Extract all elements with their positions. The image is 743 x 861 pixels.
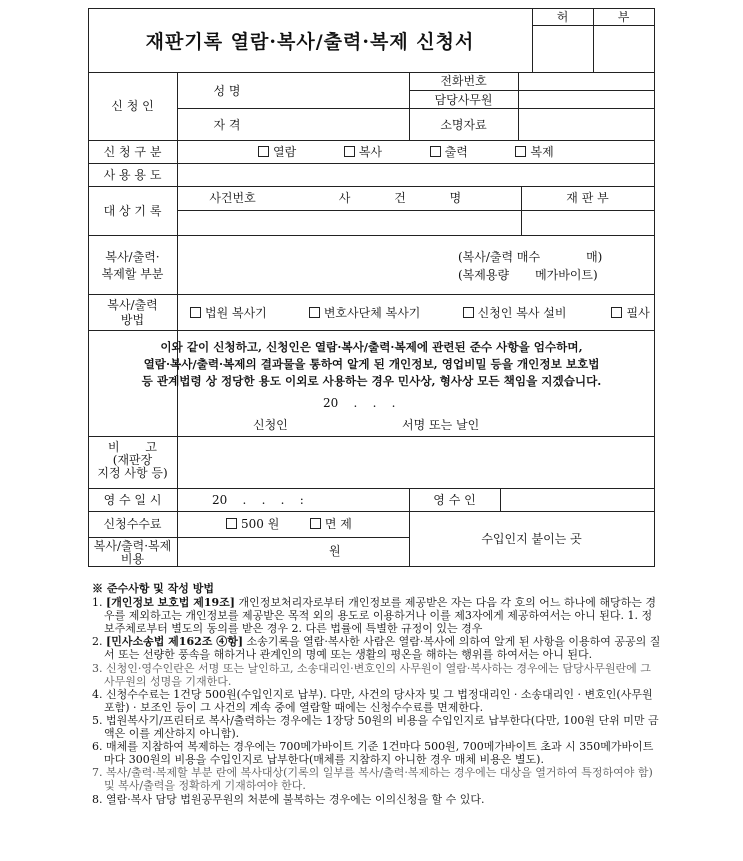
instruction-item: 7. 복사/출력·복제할 부분 란에 복사대상(기록의 일부를 복사/출력·복제하는 경우에는 대상을 열거하여 특정하여야 함) 및 복사/출력을 정확하게 기재하여야 한다.	[92, 766, 653, 793]
pledge-line-1: 이와 같이 신청하고, 신청인은 열람·복사/출력·복제에 관련된 준수 사항을 엄수하며,	[160, 340, 583, 354]
pledge-line-3: 등 관계법령 상 정당한 용도 이외로 사용하는 경우 민사상, 형사상 모든 책임을 지겠습니다.	[141, 374, 602, 388]
checkbox-bar-copier[interactable]: 변호사단체 복사기	[309, 306, 459, 320]
instruction-item: 2. [민사소송법 제162조 ④항] 소송기록을 열람·복사한 사람은 열람·복사에 의하여 알게 된 사항을 이용하여 공공의 질서 또는 선량한 풍속을 해하거나 관계인의 명예 또는 생활의 평온을 해하는 행위를 하여서는 아니 된다.	[92, 635, 661, 662]
signature-field[interactable]	[300, 414, 396, 434]
copy-method-label-2: 방법	[120, 313, 145, 327]
instruction-item: 5. 법원복사기/프린터로 복사/출력하는 경우에는 1장당 50원의 비용을 수입인지로 납부한다(다만, 100원 단위 미만 금액은 이를 계산하지 아니함).	[92, 713, 659, 741]
request-type-label: 신 청 구 분	[103, 145, 162, 159]
approval-no-label: 부	[617, 10, 630, 24]
cost-field[interactable]	[178, 538, 328, 566]
purpose-field[interactable]	[178, 164, 653, 185]
copy-part-label-1: 복사/출력·	[105, 250, 160, 264]
approval-no-field[interactable]	[594, 26, 653, 71]
tribunal-field[interactable]	[522, 211, 653, 234]
pledge-line-2: 열람·복사/출력·복제의 결과물을 통하여 알게 된 개인정보, 영업비밀 등을 개인정보 보호법	[143, 357, 600, 371]
fee-label: 신청수수료	[103, 517, 162, 531]
proof-label: 소명자료	[440, 118, 487, 132]
name-label: 성 명	[213, 84, 241, 98]
remarks-label-3: 지정 사항 등)	[97, 466, 168, 480]
fee-options	[226, 517, 352, 531]
request-type-options	[258, 145, 554, 159]
qualification-label: 자 격	[213, 118, 241, 132]
checkbox-fee-500[interactable]: 500 원	[226, 517, 306, 531]
instruction-item: 3. 신청인·영수인란은 서명 또는 날인하고, 소송대리인·변호인의 사무원이 열람·복사하는 경우에는 담당사무원란에 그 사무원의 성명을 기재한다.	[92, 661, 651, 688]
phone-field[interactable]	[519, 73, 653, 89]
cost-unit: 원	[329, 544, 341, 558]
proof-field[interactable]	[519, 109, 653, 139]
size-count: (복제용량 메가바이트)	[458, 268, 598, 282]
purpose-label: 사 용 용 도	[103, 168, 162, 182]
checkbox-handwriting[interactable]: 필사	[611, 306, 649, 320]
phone-label: 전화번호	[440, 74, 487, 88]
remarks-label-1: 비 고	[108, 440, 157, 454]
instructions	[92, 582, 662, 806]
instructions-heading: ※ 준수사항 및 작성 방법	[92, 582, 214, 595]
checkbox-view[interactable]: 열람	[258, 145, 340, 159]
case-number-label: 사건번호	[209, 191, 256, 205]
approval-yes-label: 허	[556, 10, 569, 24]
receipt-date-label: 영 수 일 시	[103, 493, 162, 507]
copy-part-field[interactable]	[178, 236, 448, 293]
receiver-field[interactable]	[501, 489, 653, 510]
cost-label-1: 복사/출력·복제	[93, 539, 172, 553]
pledge-signature-label: 서명 또는 날인	[402, 418, 480, 432]
instruction-item: 4. 신청수수료는 1건당 500원(수입인지로 납부). 다만, 사건의 당사자 및 그 법정대리인 · 소송대리인 · 변호인(사무원 포함) · 보조인 등이 그 사건의 계속 중에 열람할 때에는 신청수수료를 면제한다.	[92, 687, 653, 714]
pledge-date: 20 . . .	[323, 396, 396, 410]
remarks-field[interactable]	[178, 437, 653, 487]
instruction-item: 6. 매체를 지참하여 복제하는 경우에는 700메가바이트 기준 1건마다 500원, 700메가바이트 초과 시 350메가바이트마다 300원의 비용을 수입인지로 납부한다(매체를 지참하지 아니한 경우 매체 비용은 별도).	[92, 740, 654, 767]
case-info-field[interactable]	[178, 211, 520, 234]
copy-part-label-2: 복제할 부분	[101, 267, 164, 281]
applicant-label: 신 청 인	[111, 99, 154, 113]
pledge-applicant-label: 신청인	[253, 418, 288, 432]
form-title: 재판기록 열람·복사/출력·복제 신청서	[145, 31, 475, 53]
tribunal-label: 재 판 부	[566, 191, 609, 205]
checkbox-duplicate[interactable]: 복제	[515, 145, 553, 159]
receiver-label: 영 수 인	[433, 493, 476, 507]
copy-method-label-1: 복사/출력	[107, 298, 158, 312]
approval-yes-field[interactable]	[533, 26, 592, 71]
copy-method-options	[190, 306, 650, 320]
stamp-area-label: 수입인지 붙이는 곳	[481, 532, 582, 546]
receipt-date-value[interactable]: 20 . . . :	[212, 493, 304, 507]
instruction-item: 8. 열람·복사 담당 법원공무원의 처분에 불복하는 경우에는 이의신청을 할 수 있다.	[92, 792, 485, 806]
checkbox-court-copier[interactable]: 법원 복사기	[190, 306, 305, 320]
qualification-field[interactable]	[280, 109, 408, 139]
instruction-item: 1. [개인정보 보호법 제19조] 개인정보처리자로부터 개인정보를 제공받은 자는 다음 각 호의 어느 하나에 해당하는 경우를 제외하고는 개인정보를 제공받은 목적 외의 용도로 이용하거나 이를 제3자에게 제공하여서는 아니 된다. 1. 정보주체로부터 별도의 동의를 받은 경우 2. 다른 법률에 특별한 규정이 있는 경우	[92, 596, 657, 636]
case-name-label: 사 건 명	[338, 191, 462, 205]
checkbox-print[interactable]: 출력	[430, 145, 512, 159]
office-field[interactable]	[519, 91, 653, 107]
checkbox-copy[interactable]: 복사	[344, 145, 426, 159]
checkbox-fee-exempt[interactable]: 면 제	[310, 517, 352, 531]
name-field[interactable]	[280, 73, 408, 107]
cost-label-2: 비용	[120, 552, 145, 566]
pages-count: (복사/출력 매수 매)	[458, 250, 603, 264]
target-label: 대 상 기 록	[103, 204, 162, 218]
remarks-label-2: (재판장	[112, 453, 153, 467]
office-label: 담당사무원	[434, 93, 493, 107]
checkbox-own-equipment[interactable]: 신청인 복사 설비	[463, 306, 608, 320]
